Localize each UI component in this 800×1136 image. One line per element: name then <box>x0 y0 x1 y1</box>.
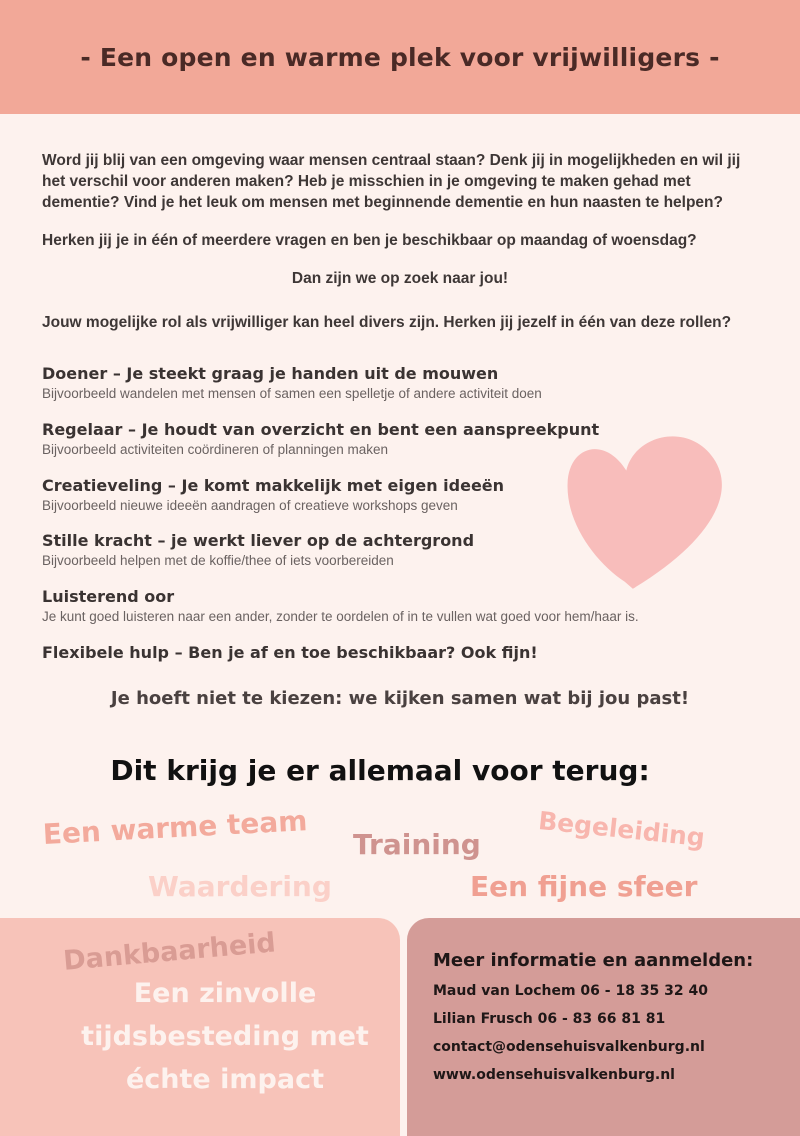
role-luisterend-oor <box>42 587 762 624</box>
closing-line: Je hoeft niet te kiezen: we kijken samen wat bij jou past! <box>110 688 690 709</box>
contact-email-link[interactable]: contact@odensehuisvalkenburg.nl <box>433 1039 705 1055</box>
reward-word: Een warme team <box>42 804 309 851</box>
reward-word: Waardering <box>148 870 332 903</box>
reward-word: Training <box>353 828 481 861</box>
role-description: Bijvoorbeeld nieuwe ideeën aandragen of creatieve workshops geven <box>42 498 458 513</box>
role-stille-kracht <box>42 531 762 568</box>
page-title: - Een open en warme plek voor vrijwilligers - <box>80 42 720 72</box>
role-title: Stille kracht – je werkt liever op de achtergrond <box>42 531 475 550</box>
role-title: Doener – Je steekt graag je handen uit de mouwen <box>42 364 499 383</box>
role-description: Bijvoorbeeld helpen met de koffie/thee of iets voorbereiden <box>42 553 394 568</box>
role-description: Bijvoorbeeld activiteiten coördineren of planningen maken <box>42 442 388 457</box>
highlight-line: échte impact <box>125 1064 324 1095</box>
question-paragraph: Herken jij je in één of meerdere vragen en ben je beschikbaar op maandag of woensdag? <box>42 232 697 249</box>
highlight-line: Een zinvolle <box>133 978 317 1009</box>
role-flexibele-hulp <box>42 643 762 662</box>
highlight-line: tijdsbesteding met <box>81 1021 369 1052</box>
reward-word: Dankbaarheid <box>62 927 277 977</box>
contact-website-link[interactable]: www.odensehuisvalkenburg.nl <box>433 1067 675 1083</box>
role-doener <box>42 364 762 401</box>
role-creatieveling <box>42 476 762 513</box>
highlight-text <box>60 972 390 1101</box>
header-banner <box>0 0 800 114</box>
role-description: Bijvoorbeeld wandelen met mensen of samen een spelletje of andere activiteit doen <box>42 386 542 401</box>
role-description: Je kunt goed luisteren naar een ander, zonder te oordelen of in te vullen wat goed voor hem/haar is. <box>42 609 639 624</box>
contact-phone-lilian: Lilian Frusch 06 - 83 66 81 81 <box>433 1011 666 1027</box>
role-title: Luisterend oor <box>42 587 175 606</box>
rewards-heading: Dit krijg je er allemaal voor terug: <box>110 754 650 787</box>
role-title: Regelaar – Je houdt van overzicht en bent een aanspreekpunt <box>42 420 600 439</box>
role-title: Flexibele hulp – Ben je af en toe beschikbaar? Ook fijn! <box>42 643 538 662</box>
reward-word: Begeleiding <box>536 806 707 853</box>
reward-word: Een fijne sfeer <box>470 870 698 903</box>
role-regelaar <box>42 420 762 457</box>
role-title: Creatieveling – Je komt makkelijk met eigen ideeën <box>42 476 505 495</box>
contact-heading: Meer informatie en aanmelden: <box>433 950 754 971</box>
intro-paragraph: Word jij blij van een omgeving waar mensen centraal staan? Denk jij in mogelijkheden en wil jij het verschil voor anderen maken? Heb je misschien in je omgeving te maken gehad met dementie? Vind je het leuk om mensen met beginnende dementie en hun naasten te helpen? <box>42 152 741 211</box>
roles-intro: Jouw mogelijke rol als vrijwilliger kan heel divers zijn. Herken jij jezelf in één van deze rollen? <box>42 314 732 331</box>
search-line: Dan zijn we op zoek naar jou! <box>291 270 509 287</box>
contact-phone-maud: Maud van Lochem 06 - 18 35 32 40 <box>433 983 709 999</box>
